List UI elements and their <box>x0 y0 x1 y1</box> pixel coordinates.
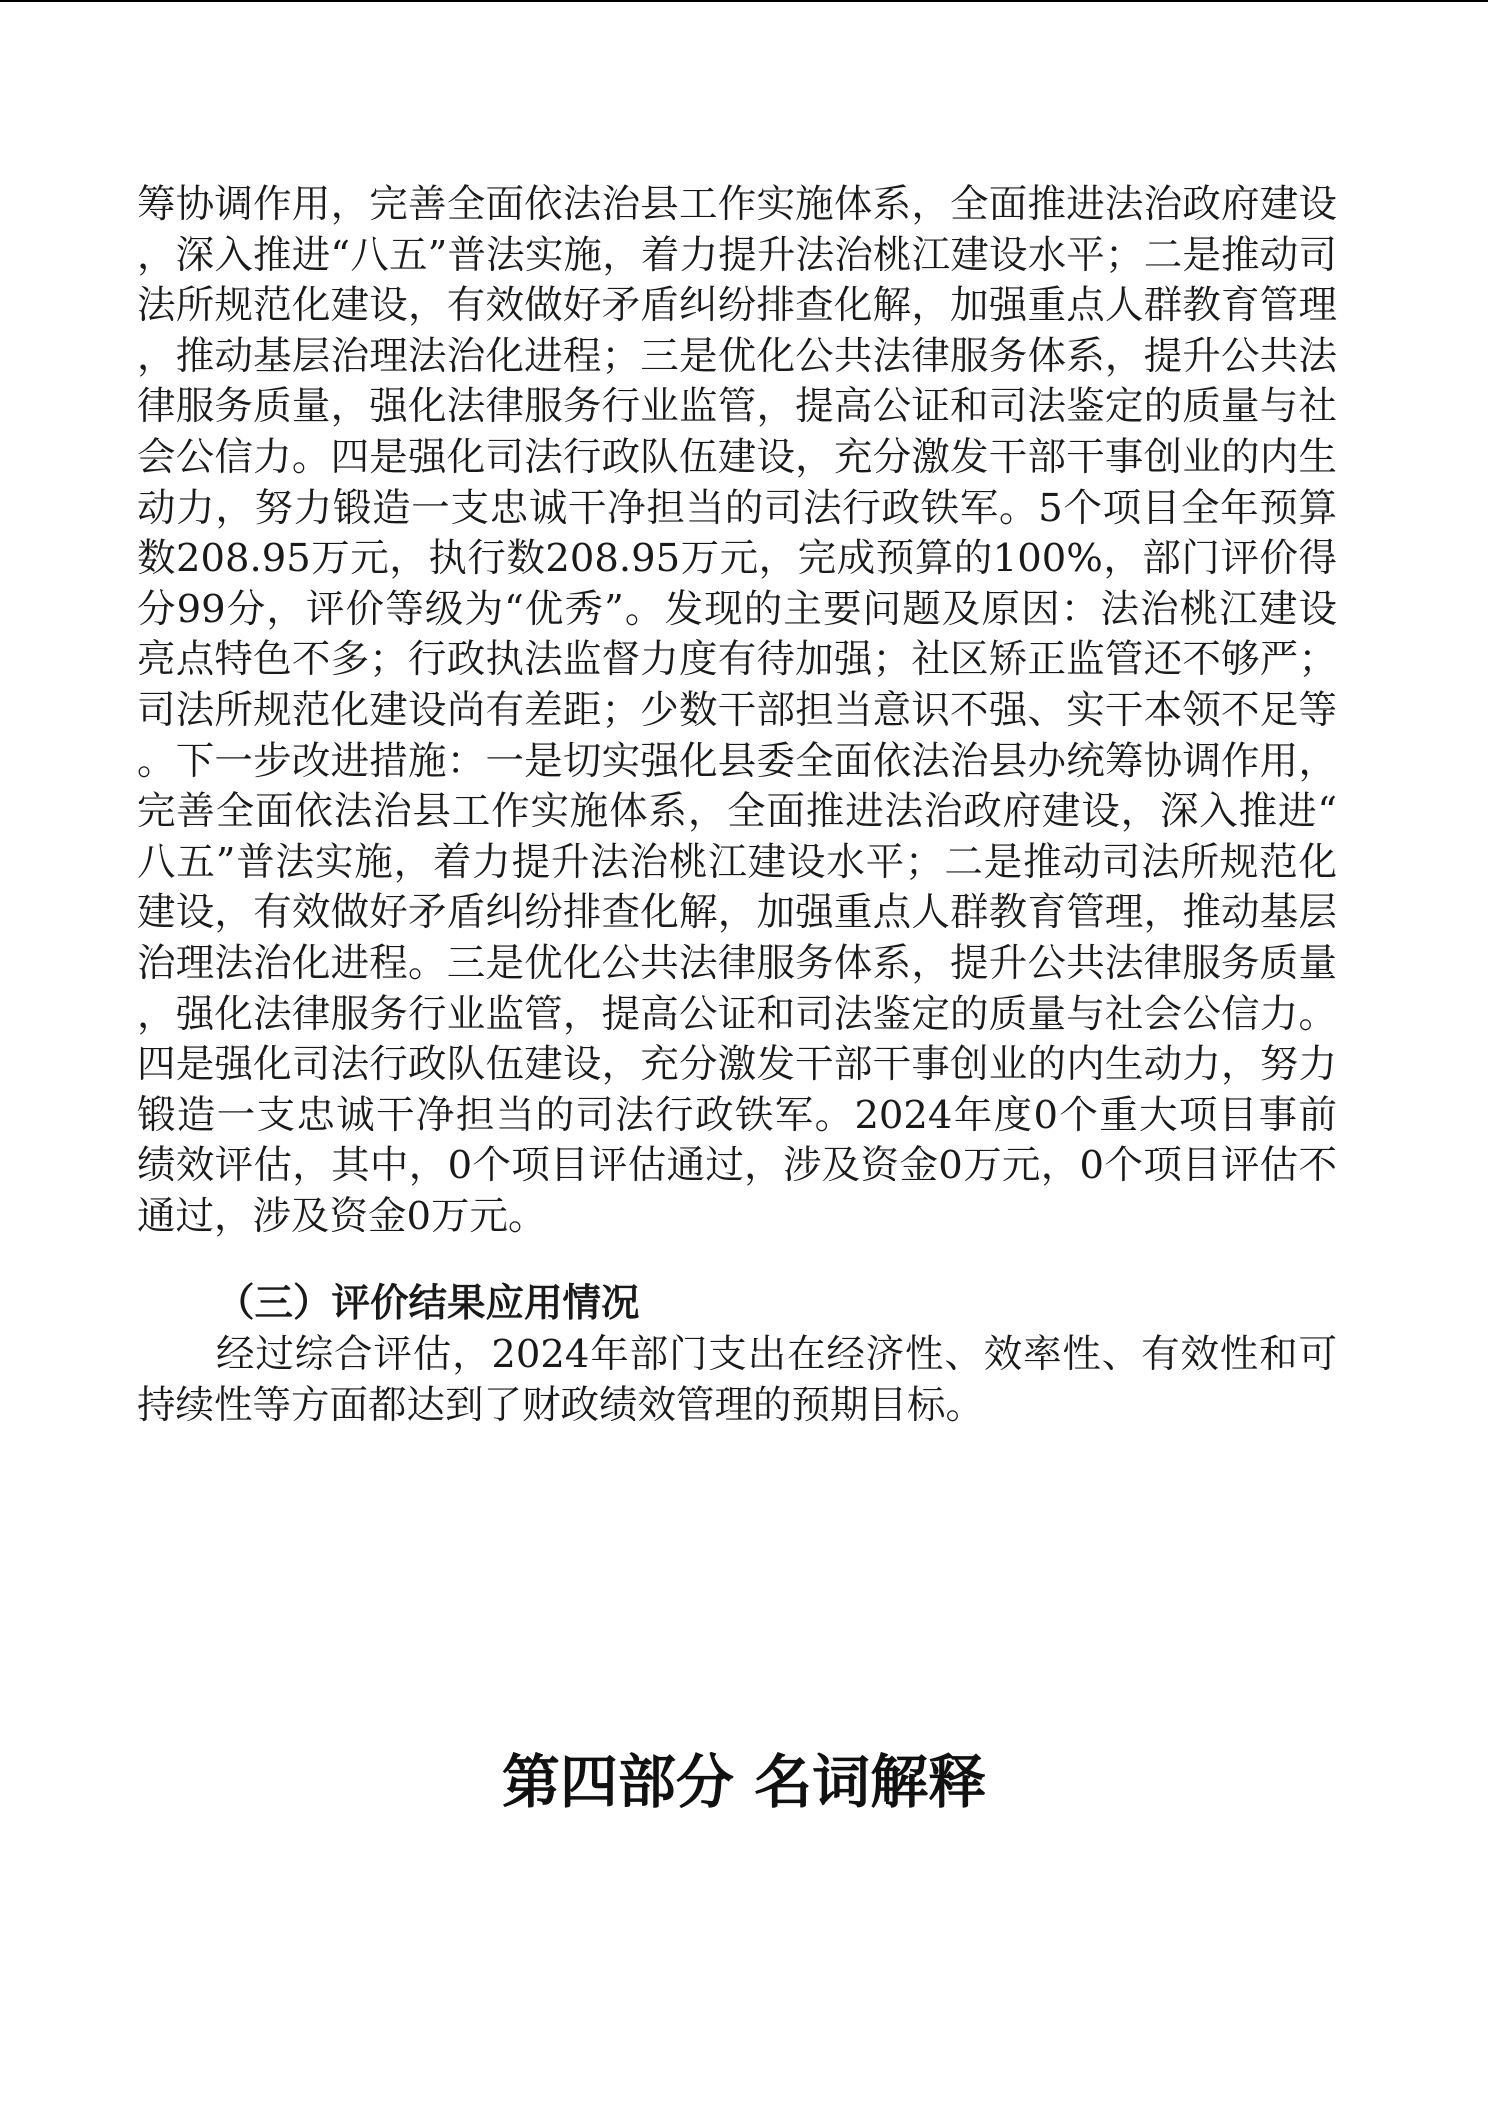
evaluation-result-paragraph: 经过综合评估，2024年部门支出在经济性、效率性、有效性和可持续性等方面都达到了财政绩效管理的预期目标。 <box>137 1332 1337 1428</box>
part-title: 第四部分 名词解释 <box>501 1748 987 1816</box>
section-heading: （三）评价结果应用情况 <box>216 1281 640 1326</box>
body-paragraph: 筹协调作用，完善全面依法治县工作实施体系，全面推进法治政府建设，深入推进“八五”普法实施，着力提升法治桃江建设水平；二是推动司法所规范化建设，有效做好矛盾纠纷排查化解，加强重点人群教育管理，推动基层治理法治化进程；三是优化公共法律服务体系，提升公共法律服务质量，强化法律服务行业监管，提高公证和司法鉴定的质量与社会公信力。四是强化司法行政队伍建设，充分激发干部干事创业的内生动力，努力锻造一支忠诚干净担当的司法行政铁军。5个项目全年预算数208.95万元，执行数208.95万元，完成预算的100%，部门评价得分99分，评价等级为“优秀”。发现的主要问题及原因：法治桃江建设亮点特色不多；行政执法监督力度有待加强；社区矫正监管还不够严；司法所规范化建设尚有差距；少数干部担当意识不强、实干本领不足等。下一步改进措施：一是切实强化县委全面依法治县办统筹协调作用，完善全面依法治县工作实施体系，全面推进法治政府建设，深入推进“八五”普法实施，着力提升法治桃江建设水平；二是推动司法所规范化建设，有效做好矛盾纠纷排查化解，加强重点人群教育管理，推动基层治理法治化进程。三是优化公共法律服务体系，提升公共法律服务质量，强化法律服务行业监管，提高公证和司法鉴定的质量与社会公信力。四是强化司法行政队伍建设，充分激发干部干事创业的内生动力，努力锻造一支忠诚干净担当的司法行政铁军。2024年度0个重大项目事前绩效评估，其中，0个项目评估通过，涉及资金0万元，0个项目评估不通过，涉及资金0万元。 <box>137 182 1337 1239</box>
